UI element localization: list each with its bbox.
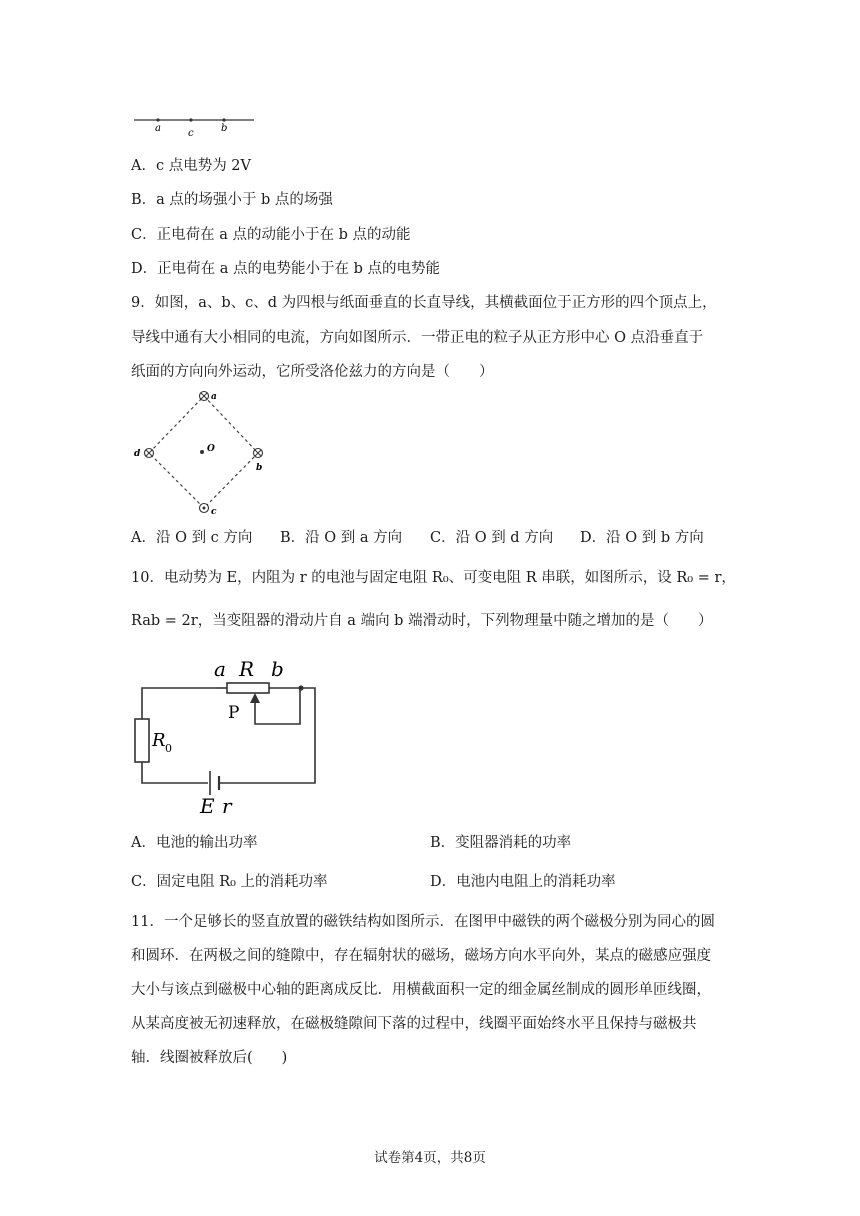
rheostat-r [227,683,269,693]
label-R: R [239,657,255,681]
label-E: E [200,794,215,818]
q11-stem-line4: 从某高度被无初速释放，在磁极缝隙间下落的过程中，线圈平面始终水平且保持与磁极共 [131,1016,697,1032]
q9-option-a: A．沿 O 到 c 方向 [131,530,253,546]
label-b: b [271,657,284,681]
label-d: d [134,449,141,459]
circuit-wire [142,762,208,783]
q9-stem-line2: 导线中通有大小相同的电流，方向如图所示．一带正电的粒子从正方形中心 O 点沿垂直于 [131,330,704,346]
q9-option-b: B．沿 O 到 a 方向 [280,530,403,546]
q8-option-b: B．a 点的场强小于 b 点的场强 [131,192,333,208]
label-r: r [222,794,232,818]
point-a [156,118,159,121]
q9-stem-line1: 9．如图，a、b、c、d 为四根与纸面垂直的长直导线，其横截面位于正方形的四个顶点上， [131,295,717,311]
q11-stem-line3: 大小与该点到磁极中心轴的距离成反比．用横截面积一定的细金属丝制成的圆形单匝线圈， [131,982,711,998]
q9-figure [130,388,280,518]
q8-figure [130,112,260,142]
label-o: O [207,444,215,454]
label-c: c [211,507,217,517]
label-a: a [155,123,161,134]
q10-circuit-figure [128,652,328,822]
page-footer: 试卷第4页，共8页 [374,1150,486,1166]
label-b: b [256,463,263,473]
q11-stem-line2: 和圆环．在两极之间的缝隙中，存在辐射状的磁场，磁场方向水平向外，某点的磁感应强度 [131,948,711,964]
q8-option-c: C．正电荷在 a 点的动能小于在 b 点的动能 [131,227,411,243]
slider-arrow-icon [250,693,260,703]
wire-b-into-icon [254,449,263,458]
label-b: b [221,123,228,134]
circuit-wire [142,688,216,719]
q11-stem-line5: 轴．线圈被释放后( ) [131,1050,288,1066]
q8-option-d: D．正电荷在 a 点的电势能小于在 b 点的电势能 [131,261,440,277]
label-R0-subscript: 0 [165,742,172,755]
q10-option-c: C．固定电阻 R₀ 上的消耗功率 [131,874,328,890]
q8-option-a: A．c 点电势为 2V [131,158,252,174]
q10-option-d: D．电池内电阻上的消耗功率 [430,874,616,890]
label-a: a [214,657,226,681]
point-b [222,118,225,121]
q9-option-d: D．沿 O 到 b 方向 [580,530,704,546]
q10-option-a: A．电池的输出功率 [131,835,258,851]
q11-stem-line1: 11．一个足够长的竖直放置的磁铁结构如图所示．在图甲中磁铁的两个磁极分别为同心的圆 [131,914,715,930]
wire-a-into-icon [200,392,209,401]
q10-stem-line2: Rab = 2r，当变阻器的滑动片自 a 端向 b 端滑动时，下列物理量中随之增加的是（ ） [131,613,713,629]
label-R0: R [152,730,166,751]
center-point-o [200,450,204,454]
label-P: P [228,703,240,723]
wire-d-into-icon [145,449,154,458]
label-a: a [211,392,217,402]
q9-stem-line3: 纸面的方向向外运动，它所受洛伦兹力的方向是（ ） [131,364,494,380]
q10-stem-line1: 10．电动势为 E，内阻为 r 的电池与固定电阻 R₀、可变电阻 R 串联，如图所示，设 R₀ = r， [131,570,736,586]
junction-dot [298,685,303,690]
label-c: c [188,128,194,139]
resistor-r0 [135,719,149,762]
point-c [189,118,192,121]
wire-c-out-icon [200,504,209,513]
q10-option-b: B．变阻器消耗的功率 [430,835,572,851]
q9-option-c: C．沿 O 到 d 方向 [430,530,554,546]
